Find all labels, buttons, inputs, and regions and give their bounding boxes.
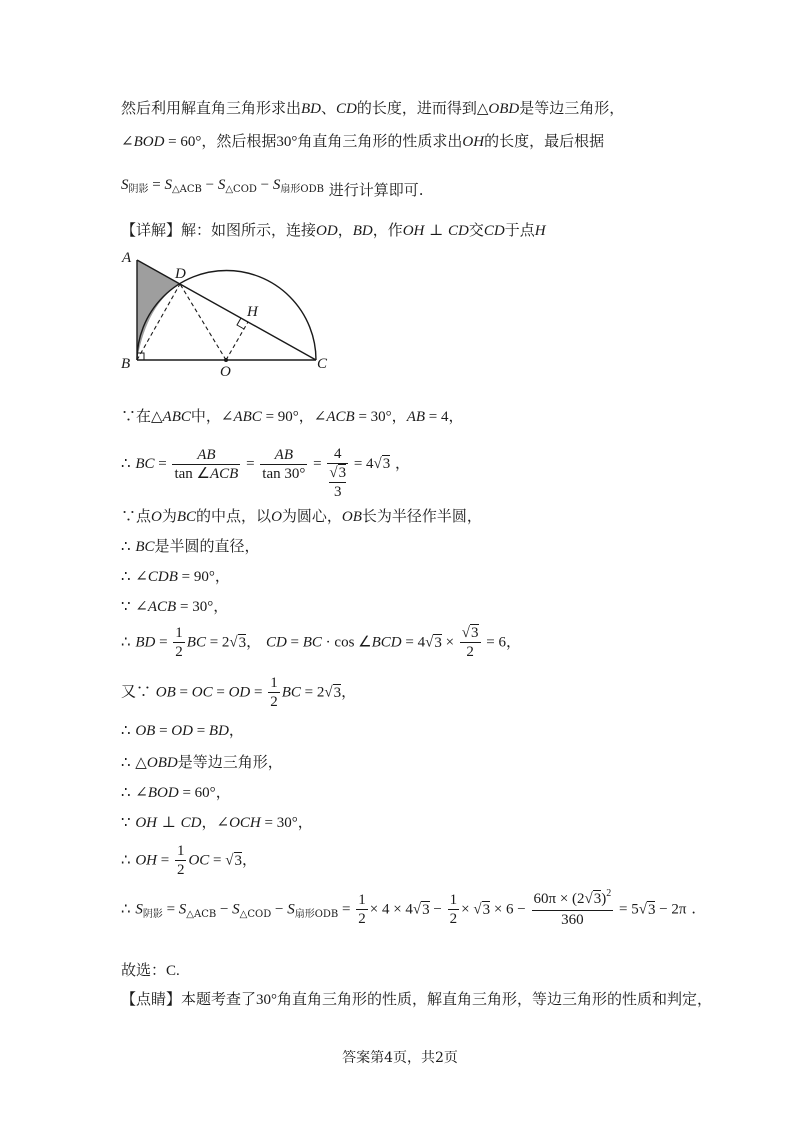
comment-line: 【点睛】本题考查了30°角直角三角形的性质，解直角三角形，等边三角形的性质和判定， <box>121 990 713 1008</box>
text-line-acb: ∵ ∠ACB = 30°， <box>121 597 229 615</box>
solution-heading: 【详解】解：如图所示，连接OD，BD，作OH ⊥ CD交CD于点H <box>121 221 546 239</box>
label-D: D <box>175 266 186 282</box>
text-line-diameter: ∴ BC是半圆的直径， <box>121 537 260 555</box>
text-line-1: 然后利用解直角三角形求出BD、CD的长度，进而得到△OBD是等边三角形， <box>121 99 625 117</box>
bd-cd-line: ∴ BD = $\frac{1}{2}$ BC = 2√3， CD = BC · cos ∠BCD = 4√3 × $\frac{√3}{2}$ = 6， <box>121 625 521 660</box>
geometry-figure <box>119 244 331 376</box>
answer-line: 故选：C. <box>121 961 180 979</box>
text-line-cdb: ∴ ∠CDB = 90°， <box>121 567 230 585</box>
text-line-bod: ∴ ∠BOD = 60°， <box>121 783 231 801</box>
label-A: A <box>122 250 132 266</box>
label-C: C <box>317 356 328 372</box>
area-calc-line: ∴ $S_{阴影} = S_{\triangle ACB} - S_{\triangle COD} - S_{扇形ODB}$ = $\frac{1}{2}$ × 4 × 4√3 − $\frac{1}{2}$ × √3 × 6 − $\frac{60\pi \times (2√3)^2}{360}$ = 5√3 − 2π . <box>121 888 697 928</box>
text-line-midpoint: ∵点O为BC的中点，以O为圆心，OB长为半径作半圆， <box>121 507 482 525</box>
segment-OD <box>180 284 226 360</box>
label-O: O <box>220 364 231 376</box>
bc-calc-line: ∴ BC = $\frac{AB}{\text{tan ∠ACB}}$ = $\frac{AB}{\tan 30^\circ}$ = 4 √3 3 = 4√3 ， <box>121 446 411 500</box>
text-line-equilateral: ∴ △OBD是等边三角形， <box>121 753 283 771</box>
label-B: B <box>121 356 131 372</box>
area-formula-line: $S_{阴影} = S_{\triangle ACB} - S_{\triangle COD} - S_{扇形ODB}$ 进行计算即可. <box>121 177 424 199</box>
given-line: ∵在△ABC中，∠ABC = 90°，∠ACB = 30°，AB = 4， <box>121 407 464 425</box>
text-line-2: ∠BOD = 60°，然后根据30°角直角三角形的性质求出OH的长度，最后根据 <box>121 132 605 150</box>
label-H: H <box>247 304 258 320</box>
oh-calc-line: ∴ OH = $\frac{1}{2}$ OC = √3， <box>121 843 258 878</box>
text-line-oh-perp: ∵ OH ⊥ CD，∠OCH = 30°， <box>121 813 313 831</box>
segment-OH <box>226 322 248 360</box>
ob-oc-od-line: 又∵ OB = OC = OD = $\frac{1}{2}$ BC = 2√3， <box>121 675 357 710</box>
point-O <box>224 358 228 362</box>
text-line-ob-od-bd: ∴ OB = OD = BD， <box>121 721 244 739</box>
page-footer: 答案第4页，共2页 <box>342 1050 458 1066</box>
